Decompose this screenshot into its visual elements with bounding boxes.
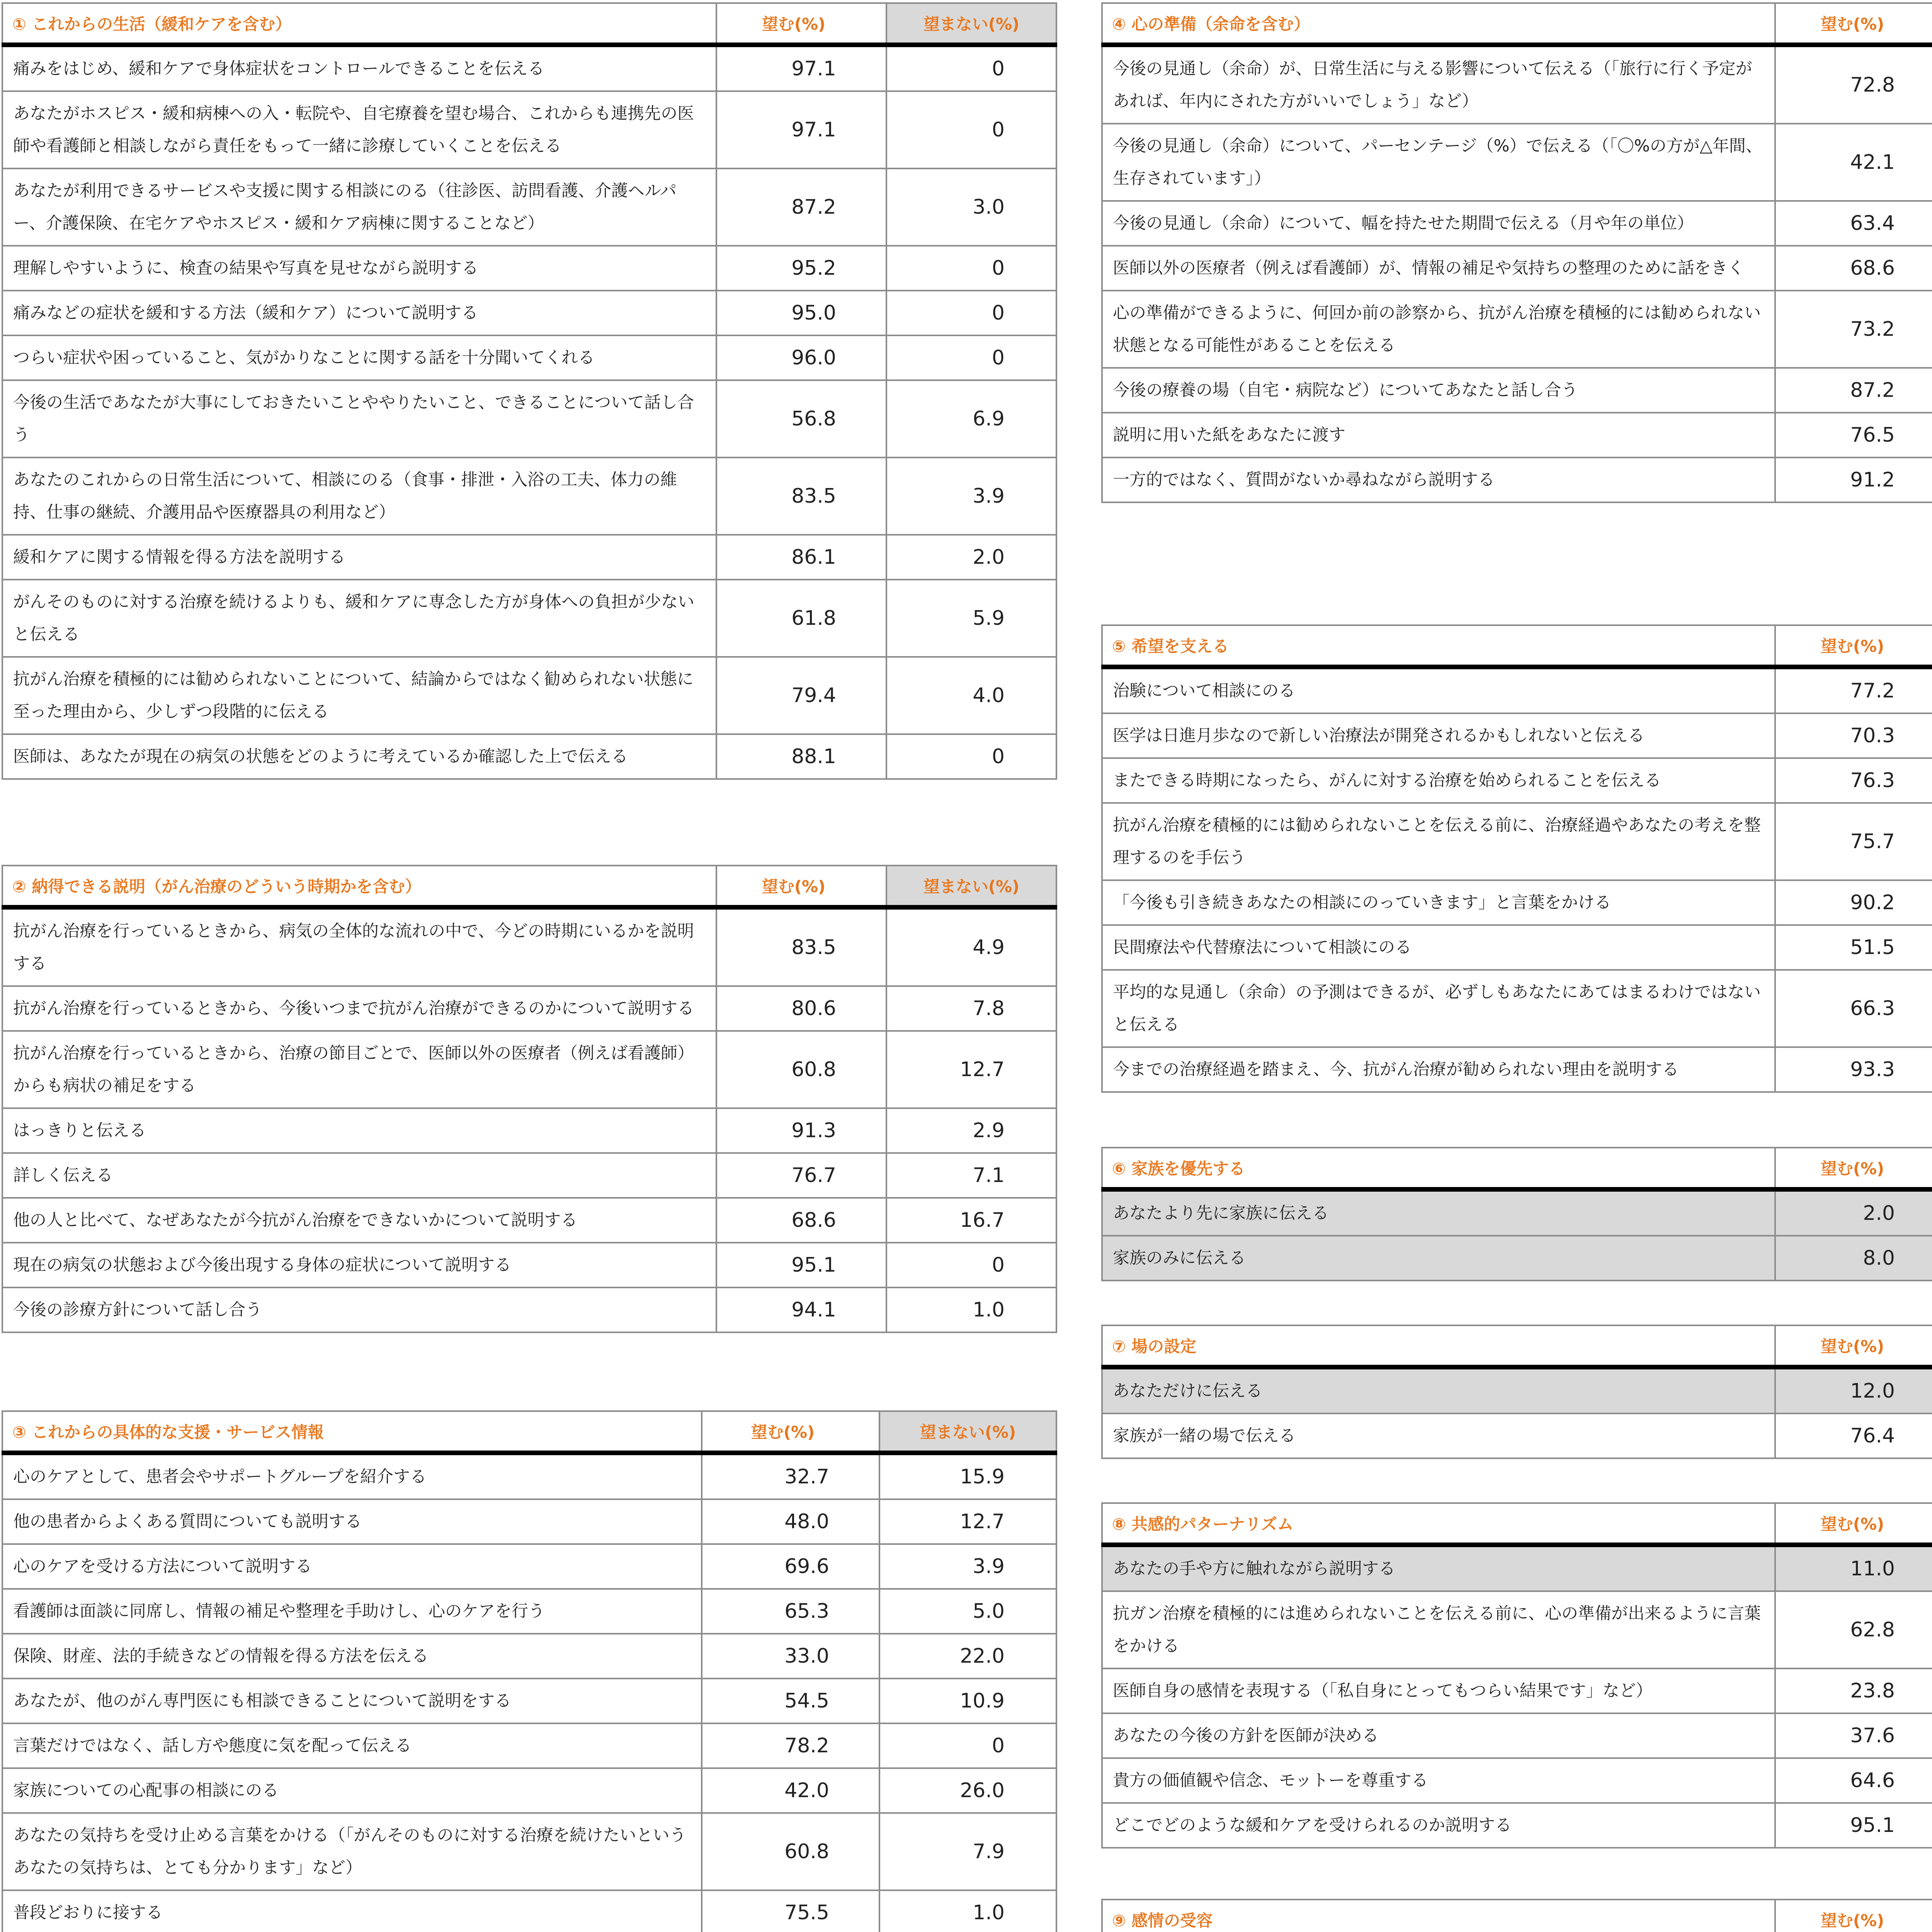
row-not-want-value: 0 (886, 45, 1056, 91)
row-not-want-value: 7.8 (886, 986, 1056, 1031)
table-row (1102, 45, 1932, 124)
row-item-text: 痛みなどの症状を緩和する方法（緩和ケア）について説明する (2, 291, 716, 335)
row-item-text: 今後の見通し（余命）について、パーセンテージ（%）で伝える（「〇%の方が△年間、生存されています」） (1102, 124, 1775, 201)
row-item-text: どこでどのような緩和ケアを受けられるのか説明する (1102, 1803, 1775, 1848)
row-item-text: がんそのものに対する治療を続けるよりも、緩和ケアに専念した方が身体への負担が少ないと伝える (2, 580, 716, 657)
row-want-value: 97.1 (716, 45, 886, 91)
table-row (1102, 758, 1932, 803)
row-want-value: 75.7 (1775, 803, 1932, 880)
col-header-want: 望む(%) (1775, 1148, 1932, 1189)
table-row (1102, 713, 1932, 758)
table-header-row (1102, 1900, 1932, 1932)
row-item-text: 現在の病気の状態および今後出現する身体の症状について説明する (2, 1243, 716, 1287)
row-item-text: 抗がん治療を行っているときから、今後いつまで抗がん治療ができるのかについて説明する (2, 986, 716, 1031)
row-want-value: 60.8 (702, 1813, 879, 1890)
row-want-value: 42.0 (702, 1768, 879, 1813)
row-item-text: 今までの治療経過を踏まえ、今、抗がん治療が勧められない理由を説明する (1102, 1047, 1775, 1092)
row-item-text: あなたが、他のがん専門医にも相談できることについて説明をする (2, 1679, 702, 1723)
row-want-value: 65.3 (702, 1589, 879, 1634)
table-row (1102, 970, 1932, 1047)
row-want-value: 86.1 (716, 535, 886, 580)
table-row (2, 1108, 1056, 1153)
row-item-text: 貴方の価値観や信念、モットーを尊重する (1102, 1758, 1775, 1803)
row-want-value: 37.6 (1775, 1713, 1932, 1758)
table-row (2, 535, 1056, 580)
row-item-text: つらい症状や困っていること、気がかりなことに関する話を十分聞いてくれる (2, 335, 716, 380)
row-want-value: 66.3 (1775, 970, 1932, 1047)
row-not-want-value: 5.9 (886, 580, 1056, 657)
row-item-text: 「今後も引き続きあなたの相談にのっていきます」と言葉をかける (1102, 880, 1775, 925)
row-not-want-value: 12.7 (879, 1499, 1056, 1544)
row-want-value: 95.1 (716, 1243, 886, 1287)
table-row (1102, 1758, 1932, 1803)
table-row (1102, 246, 1932, 291)
row-want-value: 80.6 (716, 986, 886, 1031)
row-item-text: 医師自身の感情を表現する（「私自身にとってもつらい結果です」など） (1102, 1668, 1775, 1713)
table-row (1102, 1047, 1932, 1092)
table-row (2, 907, 1056, 986)
row-not-want-value: 10.9 (879, 1679, 1056, 1723)
row-not-want-value: 0 (886, 91, 1056, 168)
row-item-text: 心のケアを受ける方法について説明する (2, 1544, 702, 1589)
row-want-value: 12.0 (1775, 1367, 1932, 1413)
table-row (2, 168, 1056, 246)
row-item-text: あなたより先に家族に伝える (1102, 1189, 1775, 1236)
row-want-value: 79.4 (716, 657, 886, 734)
col-header-want: 望む(%) (1775, 1900, 1932, 1932)
row-item-text: 心の準備ができるように、何回か前の診察から、抗がん治療を積極的には勧められない状態となる可能性があることを伝える (1102, 291, 1775, 368)
row-not-want-value: 16.7 (886, 1198, 1056, 1243)
row-want-value: 73.2 (1775, 291, 1932, 368)
row-want-value: 96.0 (716, 335, 886, 380)
row-item-text: 痛みをはじめ、緩和ケアで身体症状をコントロールできることを伝える (2, 45, 716, 91)
row-want-value: 33.0 (702, 1634, 879, 1679)
row-want-value: 48.0 (702, 1499, 879, 1544)
row-not-want-value: 0 (879, 1723, 1056, 1768)
row-item-text: 今後の見通し（余命）が、日常生活に与える影響について伝える（「旅行に行く予定があれば、年内にされた方がいいでしょう」など） (1102, 45, 1775, 124)
row-want-value: 2.0 (1775, 1189, 1932, 1236)
row-not-want-value: 3.9 (886, 457, 1056, 535)
row-item-text: 心のケアとして、患者会やサポートグループを紹介する (2, 1453, 702, 1499)
row-item-text: 他の人と比べて、なぜあなたが今抗がん治療をできないかについて説明する (2, 1198, 716, 1243)
row-item-text: 抗がん治療を行っているときから、病気の全体的な流れの中で、今どの時期にいるかを説明する (2, 907, 716, 986)
table-section-8 (1101, 1502, 1932, 1849)
row-not-want-value: 0 (886, 734, 1056, 779)
row-item-text: 緩和ケアに関する情報を得る方法を説明する (2, 535, 716, 580)
table-header-row (1102, 3, 1932, 45)
table-row (2, 1031, 1056, 1108)
row-item-text: 詳しく伝える (2, 1153, 716, 1198)
table-row (1102, 1189, 1932, 1236)
row-item-text: 普段どおりに接する (2, 1890, 702, 1932)
row-want-value: 95.2 (716, 246, 886, 291)
table-row (1102, 880, 1932, 925)
row-want-value: 51.5 (1775, 925, 1932, 970)
table-header-row (1102, 1148, 1932, 1189)
row-item-text: あなただけに伝える (1102, 1367, 1775, 1413)
table-row (1102, 457, 1932, 502)
row-item-text: 抗がん治療を行っているときから、治療の節目ごとで、医師以外の医療者（例えば看護師）からも病状の補足をする (2, 1031, 716, 1108)
table-row (1102, 368, 1932, 413)
row-not-want-value: 4.0 (886, 657, 1056, 734)
table-row (1102, 1713, 1932, 1758)
table-header-row (1102, 625, 1932, 667)
row-want-value: 87.2 (1775, 368, 1932, 413)
row-item-text: あなたの気持ちを受け止める言葉をかける（「がんそのものに対する治療を続けたいというあなたの気持ちは、とても分かります」など） (2, 1813, 702, 1890)
row-want-value: 95.1 (1775, 1803, 1932, 1848)
table-row (1102, 201, 1932, 246)
table-row (2, 1768, 1056, 1813)
row-not-want-value: 0 (886, 291, 1056, 335)
row-want-value: 72.8 (1775, 45, 1932, 124)
row-want-value: 68.6 (716, 1198, 886, 1243)
table-row (2, 291, 1056, 335)
row-not-want-value: 0 (886, 335, 1056, 380)
row-item-text: 医師は、あなたが現在の病気の状態をどのように考えているか確認した上で伝える (2, 734, 716, 779)
table-row (2, 1634, 1056, 1679)
col-header-want: 望む(%) (1775, 1503, 1932, 1545)
row-want-value: 32.7 (702, 1453, 879, 1499)
table-row (1102, 291, 1932, 368)
table-header-row (2, 1411, 1056, 1453)
row-want-value: 83.5 (716, 457, 886, 535)
row-not-want-value: 12.7 (886, 1031, 1056, 1108)
row-want-value: 42.1 (1775, 124, 1932, 201)
row-want-value: 94.1 (716, 1287, 886, 1332)
col-header-want: 望む(%) (1775, 1325, 1932, 1367)
section-title: ③ これからの具体的な支援・サービス情報 (2, 1411, 702, 1453)
row-want-value: 64.6 (1775, 1758, 1932, 1803)
table-section-3 (2, 1410, 1057, 1932)
table-row (2, 1499, 1056, 1544)
table-row (2, 45, 1056, 91)
row-want-value: 95.0 (716, 291, 886, 335)
row-not-want-value: 0 (886, 246, 1056, 291)
row-not-want-value: 4.9 (886, 907, 1056, 986)
row-item-text: 今後の療養の場（自宅・病院など）についてあなたと話し合う (1102, 368, 1775, 413)
table-row (2, 246, 1056, 291)
table-header-row (2, 3, 1056, 45)
row-want-value: 76.5 (1775, 413, 1932, 457)
table-row (2, 734, 1056, 779)
table-header-row (1102, 1503, 1932, 1545)
row-not-want-value: 2.0 (886, 535, 1056, 580)
table-section-2 (2, 865, 1057, 1333)
table-row (1102, 124, 1932, 201)
row-item-text: 家族のみに伝える (1102, 1236, 1775, 1281)
row-item-text: 医学は日進月歩なので新しい治療法が開発されるかもしれないと伝える (1102, 713, 1775, 758)
table-row (2, 1813, 1056, 1890)
row-not-want-value: 6.9 (886, 380, 1056, 457)
table-row (1102, 1545, 1932, 1591)
row-item-text: 民間療法や代替療法について相談にのる (1102, 925, 1775, 970)
row-item-text: 抗がん治療を積極的には勧められないことについて、結論からではなく勧められない状態に至った理由から、少しずつ段階的に伝える (2, 657, 716, 734)
row-item-text: 他の患者からよくある質問についても説明する (2, 1499, 702, 1544)
row-want-value: 76.4 (1775, 1413, 1932, 1458)
col-header-want: 望む(%) (702, 1411, 879, 1453)
row-item-text: あなたが利用できるサービスや支援に関する相談にのる（往診医、訪問看護、介護ヘルパー、介護保険、在宅ケアやホスピス・緩和ケア病棟に関することなど） (2, 168, 716, 246)
table-row (2, 91, 1056, 168)
row-want-value: 68.6 (1775, 246, 1932, 291)
row-want-value: 91.2 (1775, 457, 1932, 502)
row-item-text: 家族が一緒の場で伝える (1102, 1413, 1775, 1458)
table-row (1102, 1367, 1932, 1413)
row-item-text: あなたがホスピス・緩和病棟への入・転院や、自宅療養を望む場合、これからも連携先の医師や看護師と相談しながら責任をもって一緒に診療していくことを伝える (2, 91, 716, 168)
row-not-want-value: 0 (886, 1243, 1056, 1287)
row-item-text: 保険、財産、法的手続きなどの情報を得る方法を伝える (2, 1634, 702, 1679)
row-item-text: あなたのこれからの日常生活について、相談にのる（食事・排泄・入浴の工夫、体力の維持、仕事の継続、介護用品や医療器具の利用など） (2, 457, 716, 535)
col-header-not-want: 望まない(%) (879, 1411, 1056, 1453)
row-item-text: はっきりと伝える (2, 1108, 716, 1153)
table-header-row (1102, 1325, 1932, 1367)
table-row (2, 1723, 1056, 1768)
col-header-not-want: 望まない(%) (886, 866, 1056, 907)
row-want-value: 78.2 (702, 1723, 879, 1768)
row-item-text: 治験について相談にのる (1102, 667, 1775, 713)
section-title: ⑦ 場の設定 (1102, 1325, 1775, 1367)
table-section-1 (2, 2, 1057, 780)
row-item-text: 抗ガン治療を積極的には進められないことを伝える前に、心の準備が出来るように言葉をかける (1102, 1591, 1775, 1668)
row-not-want-value: 22.0 (879, 1634, 1056, 1679)
row-item-text: 平均的な見通し（余命）の予測はできるが、必ずしもあなたにあてはまるわけではないと伝える (1102, 970, 1775, 1047)
row-want-value: 23.8 (1775, 1668, 1932, 1713)
row-want-value: 69.6 (702, 1544, 879, 1589)
table-section-4 (1101, 2, 1932, 503)
row-item-text: 今後の診療方針について話し合う (2, 1287, 716, 1332)
row-want-value: 93.3 (1775, 1047, 1932, 1092)
row-want-value: 54.5 (702, 1679, 879, 1723)
row-want-value: 63.4 (1775, 201, 1932, 246)
row-want-value: 75.5 (702, 1890, 879, 1932)
section-title: ② 納得できる説明（がん治療のどういう時期かを含む） (2, 866, 716, 907)
row-not-want-value: 1.0 (886, 1287, 1056, 1332)
row-item-text: 一方的ではなく、質問がないか尋ねながら説明する (1102, 457, 1775, 502)
table-section-5 (1101, 624, 1932, 1093)
table-section-6 (1101, 1147, 1932, 1281)
section-title: ⑥ 家族を優先する (1102, 1148, 1775, 1189)
row-item-text: 今後の生活であなたが大事にしておきたいことややりたいこと、できることについて話し合う (2, 380, 716, 457)
table-row (2, 457, 1056, 535)
row-want-value: 76.7 (716, 1153, 886, 1198)
table-row (2, 1287, 1056, 1332)
row-item-text: 理解しやすいように、検査の結果や写真を見せながら説明する (2, 246, 716, 291)
row-not-want-value: 1.0 (879, 1890, 1056, 1932)
row-want-value: 91.3 (716, 1108, 886, 1153)
table-row (1102, 803, 1932, 880)
table-row (2, 1198, 1056, 1243)
col-header-want: 望む(%) (716, 866, 886, 907)
row-item-text: またできる時期になったら、がんに対する治療を始められることを伝える (1102, 758, 1775, 803)
row-want-value: 11.0 (1775, 1545, 1932, 1591)
section-title: ⑧ 共感的パターナリズム (1102, 1503, 1775, 1545)
row-not-want-value: 2.9 (886, 1108, 1056, 1153)
row-not-want-value: 3.9 (879, 1544, 1056, 1589)
row-not-want-value: 7.9 (879, 1813, 1056, 1890)
table-row (1102, 1236, 1932, 1281)
table-row (1102, 1413, 1932, 1458)
row-item-text: 家族についての心配事の相談にのる (2, 1768, 702, 1813)
section-title: ⑨ 感情の受容 (1102, 1900, 1775, 1932)
col-header-want: 望む(%) (716, 3, 886, 45)
table-row (2, 1679, 1056, 1723)
row-not-want-value: 15.9 (879, 1453, 1056, 1499)
col-header-not-want: 望まない(%) (886, 3, 1056, 45)
table-row (2, 380, 1056, 457)
row-item-text: 今後の見通し（余命）について、幅を持たせた期間で伝える（月や年の単位） (1102, 201, 1775, 246)
row-item-text: 抗がん治療を積極的には勧められないことを伝える前に、治療経過やあなたの考えを整理するのを手伝う (1102, 803, 1775, 880)
table-row (1102, 413, 1932, 457)
row-want-value: 90.2 (1775, 880, 1932, 925)
table-row (2, 986, 1056, 1031)
table-row (2, 657, 1056, 734)
row-want-value: 77.2 (1775, 667, 1932, 713)
row-item-text: あなたの手や方に触れながら説明する (1102, 1545, 1775, 1591)
table-row (2, 1153, 1056, 1198)
section-title: ① これからの生活（緩和ケアを含む） (2, 3, 716, 45)
table-header-row (2, 866, 1056, 907)
row-want-value: 62.8 (1775, 1591, 1932, 1668)
table-row (2, 1890, 1056, 1932)
row-want-value: 8.0 (1775, 1236, 1932, 1281)
row-not-want-value: 3.0 (886, 168, 1056, 246)
row-want-value: 70.3 (1775, 713, 1932, 758)
table-row (1102, 1803, 1932, 1848)
row-not-want-value: 26.0 (879, 1768, 1056, 1813)
table-row (2, 1453, 1056, 1499)
table-row (1102, 1591, 1932, 1668)
row-want-value: 76.3 (1775, 758, 1932, 803)
row-not-want-value: 7.1 (886, 1153, 1056, 1198)
section-title: ④ 心の準備（余命を含む） (1102, 3, 1775, 45)
table-row (2, 580, 1056, 657)
table-section-9 (1101, 1899, 1932, 1932)
row-want-value: 83.5 (716, 907, 886, 986)
row-want-value: 88.1 (716, 734, 886, 779)
col-header-want: 望む(%) (1775, 3, 1932, 45)
row-want-value: 60.8 (716, 1031, 886, 1108)
table-row (2, 1589, 1056, 1634)
row-item-text: 看護師は面談に同席し、情報の補足や整理を手助けし、心のケアを行う (2, 1589, 702, 1634)
row-not-want-value: 5.0 (879, 1589, 1056, 1634)
row-item-text: あなたの今後の方針を医師が決める (1102, 1713, 1775, 1758)
row-item-text: 医師以外の医療者（例えば看護師）が、情報の補足や気持ちの整理のために話をきく (1102, 246, 1775, 291)
table-row (2, 1544, 1056, 1589)
col-header-want: 望む(%) (1775, 625, 1932, 667)
table-section-7 (1101, 1325, 1932, 1459)
row-want-value: 56.8 (716, 380, 886, 457)
table-row (1102, 1668, 1932, 1713)
row-item-text: 言葉だけではなく、話し方や態度に気を配って伝える (2, 1723, 702, 1768)
table-row (1102, 667, 1932, 713)
table-row (2, 335, 1056, 380)
section-title: ⑤ 希望を支える (1102, 625, 1775, 667)
row-want-value: 87.2 (716, 168, 886, 246)
table-row (2, 1243, 1056, 1287)
row-item-text: 説明に用いた紙をあなたに渡す (1102, 413, 1775, 457)
table-row (1102, 925, 1932, 970)
row-want-value: 97.1 (716, 91, 886, 168)
row-want-value: 61.8 (716, 580, 886, 657)
